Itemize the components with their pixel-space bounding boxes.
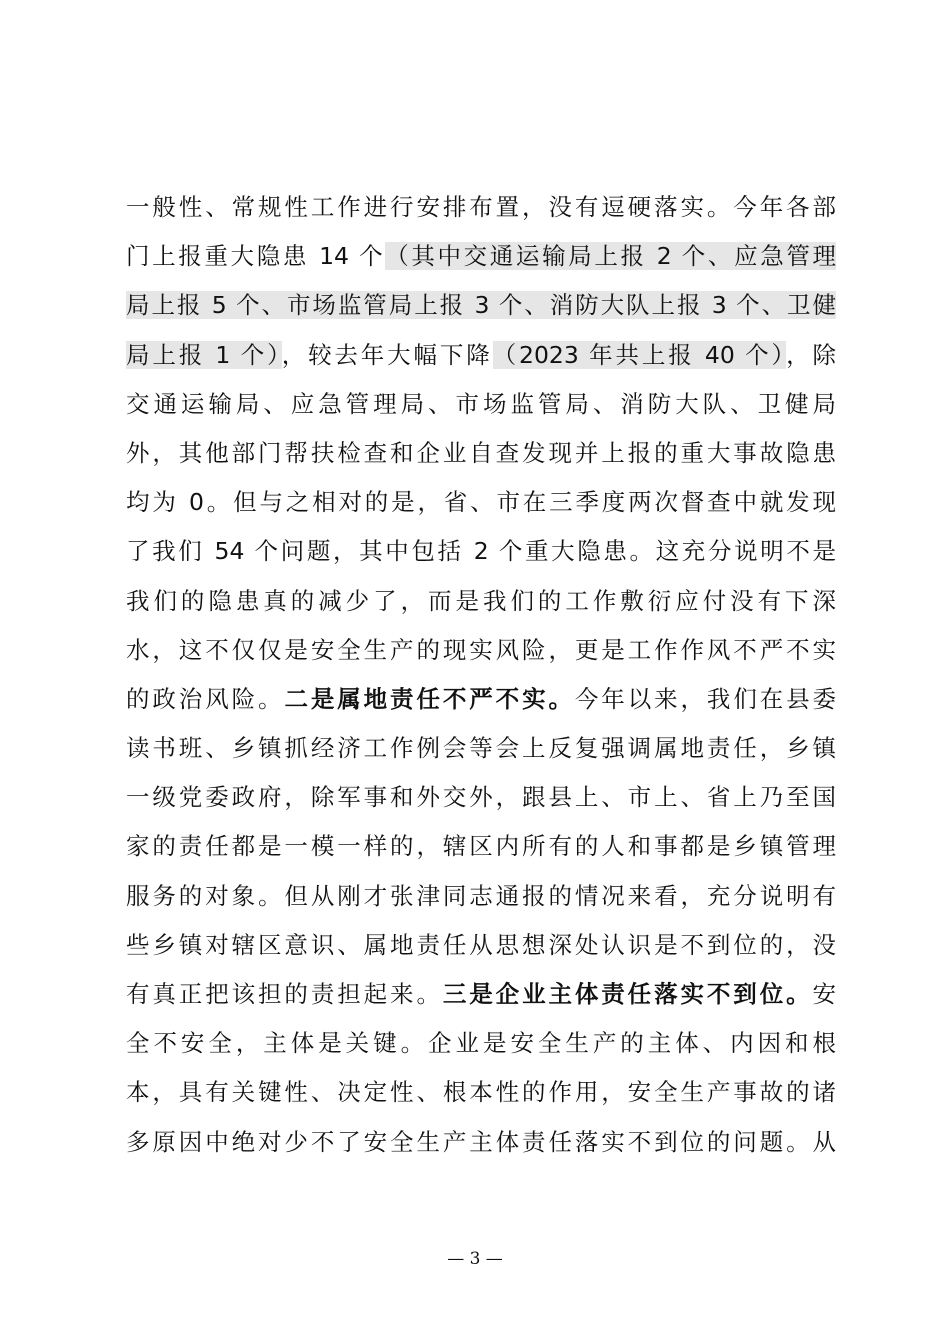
text-line: 全不安全，主体是关键。企业是安全生产的主体、内因和根 (126, 1029, 836, 1058)
text-line: 一般性、常规性工作进行安排布置，没有逗硬落实。今年各部 (126, 193, 836, 221)
text-line: 服务的对象。但从刚才张津同志通报的情况来看，充分说明有 (126, 881, 836, 910)
highlighted-text: 局上报 5 个、市场监管局上报 3 个、消防大队上报 3 个、卫健 (126, 291, 836, 320)
highlighted-text: 局上报 1 个） (126, 340, 282, 369)
text-line: 水，这不仅仅是安全生产的现实风险，更是工作作风不严不实 (126, 635, 836, 664)
text-line: 本，具有关键性、决定性、根本性的作用，安全生产事故的诸 (126, 1078, 836, 1107)
text-line: 有真正把该担的责担起来。三是企业主体责任落实不到位。安 (126, 980, 836, 1008)
text-line: 了我们 54 个问题，其中包括 2 个重大隐患。这充分说明不是 (126, 537, 836, 566)
text-line: 均为 0。但与之相对的是，省、市在三季度两次督查中就发现 (126, 488, 836, 517)
highlighted-text: （其中交通运输局上报 2 个、应急管理 (385, 242, 836, 271)
text-line: 局上报 1 个），较去年大幅下降（2023 年共上报 40 个），除 (126, 340, 836, 369)
highlighted-text: （2023 年共上报 40 个） (492, 340, 787, 369)
text-line: 交通运输局、应急管理局、市场监管局、消防大队、卫健局 (126, 389, 836, 418)
text-line: 门上报重大隐患 14 个（其中交通运输局上报 2 个、应急管理 (126, 242, 836, 271)
body-paragraph (126, 183, 836, 1167)
text-line: 多原因中绝对少不了安全生产主体责任落实不到位的问题。从 (126, 1127, 836, 1156)
text-line: 读书班、乡镇抓经济工作例会等会上反复强调属地责任，乡镇 (126, 734, 836, 763)
text-line: 的政治风险。二是属地责任不严不实。今年以来，我们在县委 (126, 684, 836, 713)
text-line: 外，其他部门帮扶检查和企业自查发现并上报的重大事故隐患 (126, 438, 836, 467)
section-heading-two: 二是属地责任不严不实。 (284, 684, 575, 713)
text-line: 一级党委政府，除军事和外交外，跟县上、市上、省上乃至国 (126, 783, 836, 812)
text-line: 家的责任都是一模一样的，辖区内所有的人和事都是乡镇管理 (126, 832, 836, 861)
section-heading-three: 三是企业主体责任落实不到位。 (442, 980, 813, 1008)
text-line (126, 281, 836, 330)
text-line: 我们的隐患真的减少了，而是我们的工作敷衍应付没有下深 (126, 586, 836, 615)
page-number: — 3 — (447, 1249, 503, 1269)
text-line: 些乡镇对辖区意识、属地责任从思想深处认识是不到位的，没 (126, 930, 836, 959)
